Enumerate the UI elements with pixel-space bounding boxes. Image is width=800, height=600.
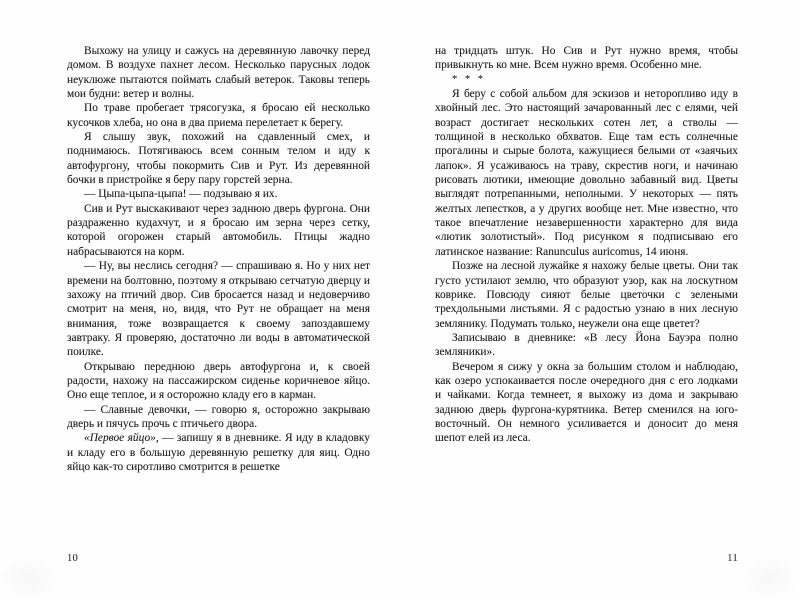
paragraph: Записываю в дневнике: «В лесу Йона Бауэра полно земляники». [435,331,738,359]
paragraph: По траве пробегает трясогузка, я бросаю ей несколько кусочков хлеба, но она в два приема перелетает к берегу. [67,102,370,129]
paragraph: Выхожу на улицу и сажусь на деревянную лавочку перед домом. В воздухе пахнет лесом. Несколько парусных лодок неуклюже пытаются поймать слабый ветерок. Таковы теперь мои будни: ветер и волны. [67,45,370,101]
dialogue-paragraph: — Ну, вы неслись сегодня? — спрашиваю я. Но у них нет времени на болтовню, поэтому я открываю сетчатую дверцу и захожу на птичий двор. Сив бросается назад и недоверчиво смотрит на меня, но, видя, что Рут не обращает на меня внимания, тоже возвращается к своему запоздавшему завтраку. Я проверяю, достаточно ли воды в автоматической поилке. [67,260,370,359]
text-block-right [435,44,738,446]
paragraph: Позже на лесной лужайке я нахожу белые цветы. Они так густо устилают землю, что образуют узор, как на лоскутном коврике. Повсюду сияют белые цветочки с зелеными трехдольными листьями. Я с радостью узнаю в них лесную землянику. Подумать только, неужели она еще цветет? [435,260,738,330]
paragraph: Вечером я сижу у окна за большим столом и наблюдаю, как озеро успокаивается после очередного дня с его лодками и чайками. Когда темнеет, я выхожу из дома и закрываю заднюю дверь фургона-курятника. Ветер сменился на юго-восточный. Он немного усиливается и доносит до меня шепот елей из леса. [435,360,738,445]
paragraph-lead: Я беру с собой альбом для эскизов и неторопливо иду в хвойный лес. Это настоящий зачарованный лес с елями, чей возраст достигает нескольких сотен лет, а стволы — толщиной в несколько обхватов. Еще там есть солнечные прогалины и сырые болота, кажущиеся белыми от «заячьих лапок». Я усаживаюсь на траву, скрестив ноги, и начинаю рисовать лютики, имеющие довольно забавный вид. Цветы выглядят потрепанными, неполными. У некоторых — пять желтых лепестков, а у других вообще нет. Мне известно, что такое впечатление незавершенности характерно для вида «лютик золотистый». Под рисунком я подписываю его латинское название: [435,88,738,258]
dialogue-paragraph: — Славные девочки, — говорю я, осторожно закрываю дверь и пячусь прочь с птичьего двора. [67,403,370,430]
paragraph-tail: — запишу я в дневнике. Я иду в кладовку и кладу его в большую деревянную решетку для яиц. Одно яйцо как-то сиротливо смотрится в решетке [67,432,370,473]
scan-edge-shading [0,558,60,600]
dialogue-paragraph: — Цыпа-цыпа-цыпа! — подзываю я их. [84,188,278,201]
latin-species-name: Ranunculus auricomus [535,245,640,258]
paragraph-with-latin-name [435,87,738,259]
page-number-right: 11 [727,553,738,564]
paragraph-continuation: на тридцать штук. Но Сив и Рут нужно время, чтобы привыкнуть ко мне. Всем нужно время. Особенно мне. [435,45,738,72]
text-block-left [67,44,370,474]
paragraph: Я слышу звук, похожий на сдавленный смех, и поднимаюсь. Потягиваюсь всем сонным телом и иду к автофургону, чтобы покормить Сив и Рут. Из деревянной бочки в пристройке я беру пару горстей зерна. [67,131,370,187]
page-right [400,0,800,600]
paragraph-with-diary-quote [67,431,370,474]
scene-divider: * * * [452,73,486,85]
paragraph-tail: , 14 июня. [639,245,689,258]
diary-quote-italic: «Первое яйцо», [84,432,159,445]
page-number-left: 10 [67,553,79,564]
paragraph: Сив и Рут выскакивают через заднюю дверь фургона. Они раздраженно кудахчут, и я бросаю им зерна через сетку, которой огорожен старый автомобиль. Птицы жадно набрасываются на корм. [67,202,370,258]
scan-edge-shading [740,558,800,600]
paragraph: Открываю переднюю дверь автофургона и, к своей радости, нахожу на пассажирском сиденье коричневое яйцо. Оно еще теплое, и я осторожно кладу его в карман. [67,360,370,402]
